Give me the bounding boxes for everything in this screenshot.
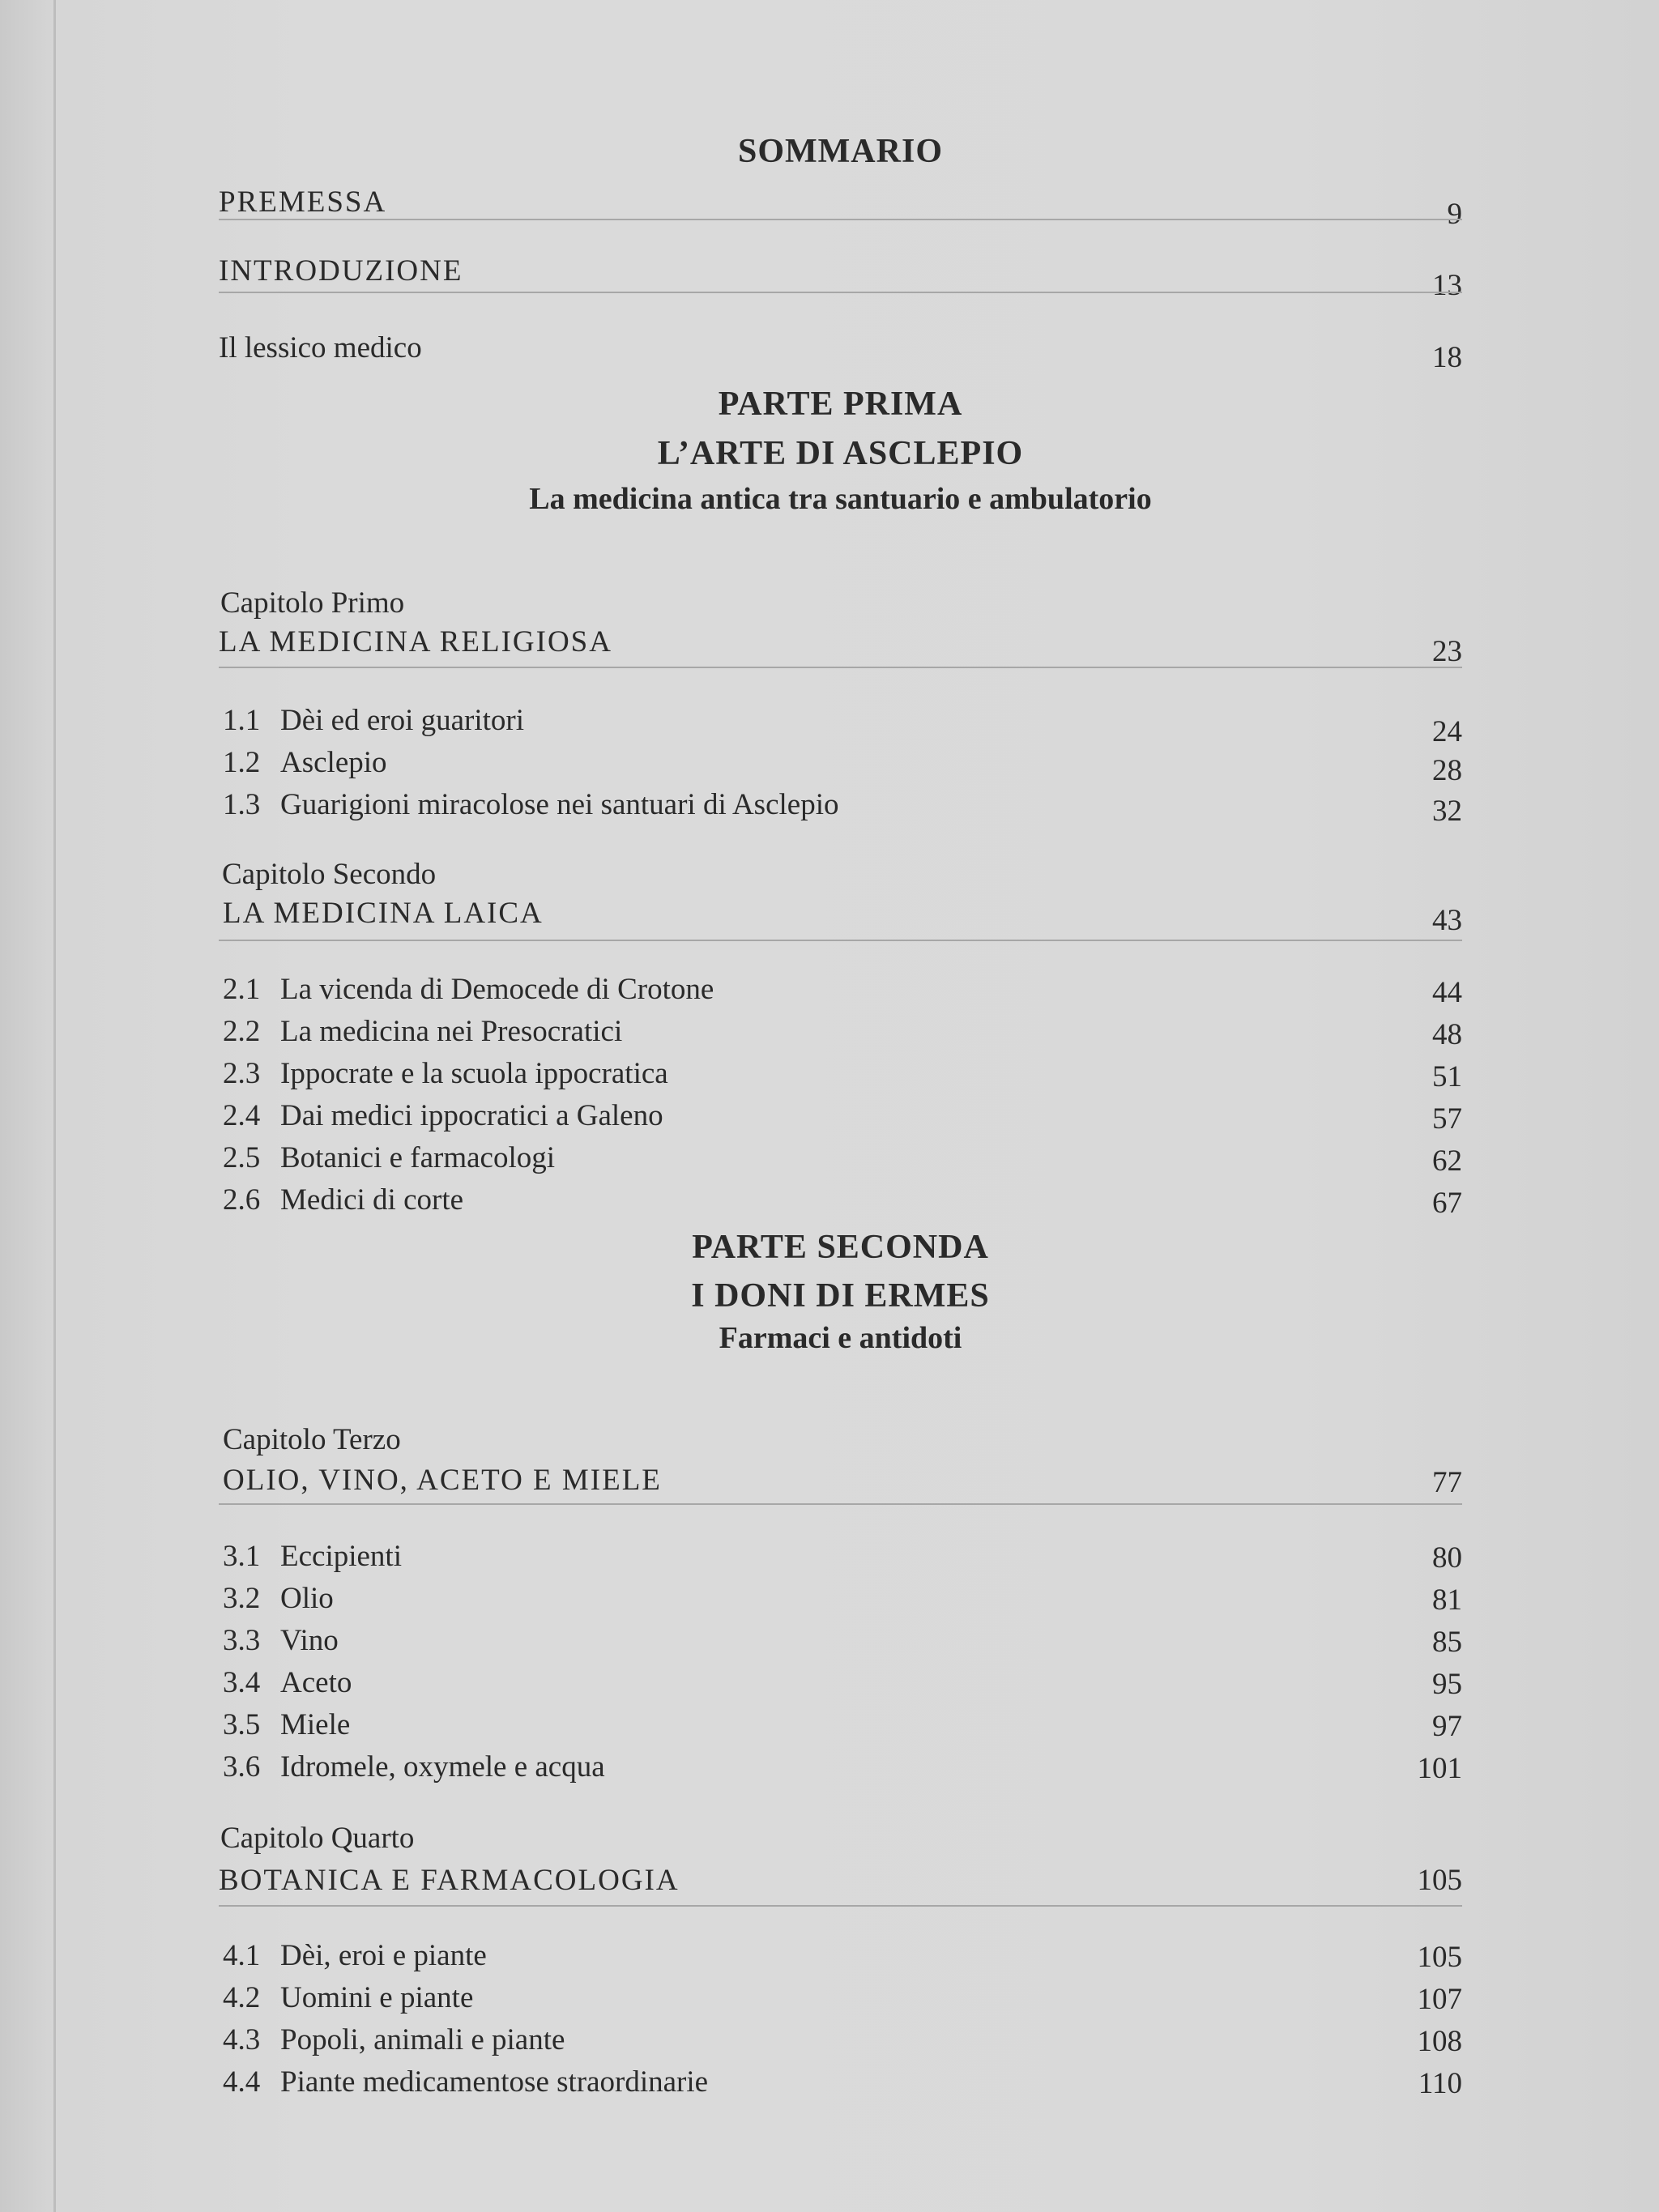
section-page: 24: [1432, 715, 1462, 748]
page-spine-edge: [53, 0, 56, 2212]
section-entry[interactable]: [219, 972, 1462, 1014]
chapter-title: LA MEDICINA RELIGIOSA: [219, 625, 612, 658]
part-one-subtitle: La medicina antica tra santuario e ambulatorio: [529, 482, 1152, 516]
section-number: 2.5: [223, 1141, 261, 1174]
section-page: 95: [1432, 1668, 1462, 1701]
section-entry[interactable]: [219, 1014, 1462, 1056]
section-entry[interactable]: [219, 745, 1462, 787]
chapter-page: 23: [1432, 635, 1462, 668]
part-two-label: PARTE SECONDA: [692, 1229, 989, 1266]
toc-entry-introduzione[interactable]: [219, 254, 1462, 302]
section-page: 51: [1432, 1060, 1462, 1093]
section-entry[interactable]: [219, 703, 1462, 748]
chapter-page: 105: [1417, 1864, 1462, 1897]
section-page: 80: [1432, 1541, 1462, 1575]
chapter-three-label: Capitolo Terzo: [223, 1423, 401, 1456]
chapter-four-heading[interactable]: [219, 1863, 1462, 1905]
section-title: Asclepio: [280, 746, 387, 779]
section-title: Botanici e farmacologi: [280, 1141, 556, 1174]
section-number: 3.4: [223, 1666, 261, 1699]
section-entry[interactable]: [219, 1750, 1462, 1792]
section-number: 2.3: [223, 1057, 261, 1090]
section-entry[interactable]: [219, 1980, 1462, 2022]
section-title: Dèi, eroi e piante: [280, 1939, 487, 1972]
section-entry[interactable]: [219, 1098, 1462, 1140]
chapter-four-label: Capitolo Quarto: [220, 1822, 415, 1855]
section-page: 85: [1432, 1626, 1462, 1659]
section-number: 2.4: [223, 1099, 261, 1132]
part-one-title: L’ARTE DI ASCLEPIO: [657, 435, 1024, 472]
section-page: 107: [1417, 1983, 1462, 2016]
section-number: 4.3: [223, 2023, 261, 2056]
entry-label: INTRODUZIONE: [219, 254, 463, 288]
toc-entry-premessa[interactable]: [219, 185, 1462, 231]
chapter-two-heading[interactable]: [219, 896, 1462, 938]
section-page: 57: [1432, 1102, 1462, 1136]
section-number: 1.1: [223, 704, 261, 737]
section-page: 97: [1432, 1710, 1462, 1743]
entry-page: 9: [1447, 198, 1462, 231]
section-number: 4.4: [223, 2065, 261, 2099]
entry-page: 13: [1432, 269, 1462, 302]
divider: [219, 292, 1462, 293]
section-page: 105: [1417, 1941, 1462, 1974]
entry-label: PREMESSA: [219, 185, 387, 219]
chapter-one-heading[interactable]: [219, 624, 1462, 667]
toc-entry-lessico[interactable]: [219, 330, 1462, 373]
section-title: La vicenda di Democede di Crotone: [280, 973, 714, 1006]
toc-title: SOMMARIO: [738, 133, 943, 170]
section-page: 28: [1432, 754, 1462, 787]
section-page: 32: [1432, 795, 1462, 828]
section-page: 44: [1432, 976, 1462, 1009]
chapter-title: LA MEDICINA LAICA: [223, 897, 544, 930]
chapter-title: BOTANICA E FARMACOLOGIA: [219, 1864, 680, 1897]
section-title: Aceto: [280, 1666, 352, 1699]
section-title: Uomini e piante: [280, 1981, 474, 2014]
section-number: 1.2: [223, 746, 261, 779]
chapter-three-heading[interactable]: [219, 1463, 1462, 1505]
chapter-two-label: Capitolo Secondo: [222, 858, 437, 891]
part-two-subtitle: Farmaci e antidoti: [719, 1321, 962, 1355]
section-entry[interactable]: [219, 1665, 1462, 1707]
section-number: 2.6: [223, 1183, 261, 1217]
section-entry[interactable]: [219, 1539, 1462, 1581]
section-entry[interactable]: [219, 2022, 1462, 2065]
section-number: 3.2: [223, 1582, 261, 1615]
divider: [219, 219, 1462, 220]
section-number: 3.6: [223, 1750, 261, 1784]
section-entry[interactable]: [219, 1707, 1462, 1750]
section-title: Olio: [280, 1582, 334, 1615]
section-title: Dèi ed eroi guaritori: [280, 704, 525, 737]
section-title: Guarigioni miracolose nei santuari di Asclepio: [280, 788, 839, 821]
section-entry[interactable]: [219, 2065, 1462, 2107]
section-title: Eccipienti: [280, 1540, 402, 1573]
section-title: Popoli, animali e piante: [280, 2023, 565, 2056]
section-entry[interactable]: [219, 1056, 1462, 1098]
section-number: 4.1: [223, 1939, 261, 1972]
chapter-title: OLIO, VINO, ACETO E MIELE: [223, 1464, 662, 1497]
section-title: La medicina nei Presocratici: [280, 1015, 623, 1048]
section-number: 4.2: [223, 1981, 261, 2014]
part-two-title: I DONI DI ERMES: [691, 1277, 990, 1315]
chapter-page: 43: [1432, 904, 1462, 937]
section-number: 3.5: [223, 1708, 261, 1741]
section-title: Idromele, oxymele e acqua: [280, 1750, 605, 1784]
divider: [219, 940, 1462, 941]
section-number: 1.3: [223, 788, 261, 821]
section-title: Vino: [280, 1624, 339, 1657]
section-title: Piante medicamentose straordinarie: [280, 2065, 709, 2099]
section-entry[interactable]: [219, 1581, 1462, 1623]
divider: [219, 1503, 1462, 1505]
chapter-one-label: Capitolo Primo: [220, 586, 405, 620]
section-entry[interactable]: [219, 1140, 1462, 1183]
section-page: 67: [1432, 1187, 1462, 1220]
section-number: 2.1: [223, 973, 261, 1006]
section-title: Medici di corte: [280, 1183, 464, 1217]
section-number: 3.3: [223, 1624, 261, 1657]
section-title: Dai medici ippocratici a Galeno: [280, 1099, 663, 1132]
section-entry[interactable]: [219, 787, 1462, 829]
section-title: Ippocrate e la scuola ippocratica: [280, 1057, 668, 1090]
section-page: 110: [1418, 2067, 1462, 2100]
section-number: 3.1: [223, 1540, 261, 1573]
entry-page: 18: [1432, 341, 1462, 374]
section-title: Miele: [280, 1708, 351, 1741]
section-page: 48: [1432, 1018, 1462, 1051]
chapter-page: 77: [1432, 1466, 1462, 1499]
divider: [219, 667, 1462, 668]
section-page: 108: [1417, 2025, 1462, 2058]
section-entry[interactable]: [219, 1183, 1462, 1225]
divider: [219, 1905, 1462, 1907]
section-entry[interactable]: [219, 1623, 1462, 1665]
section-number: 2.2: [223, 1015, 261, 1048]
entry-label: Il lessico medico: [219, 331, 422, 364]
section-page: 101: [1417, 1752, 1462, 1785]
section-page: 81: [1432, 1583, 1462, 1617]
section-page: 62: [1432, 1144, 1462, 1178]
part-one-label: PARTE PRIMA: [718, 386, 963, 423]
section-entry[interactable]: [219, 1938, 1462, 1980]
